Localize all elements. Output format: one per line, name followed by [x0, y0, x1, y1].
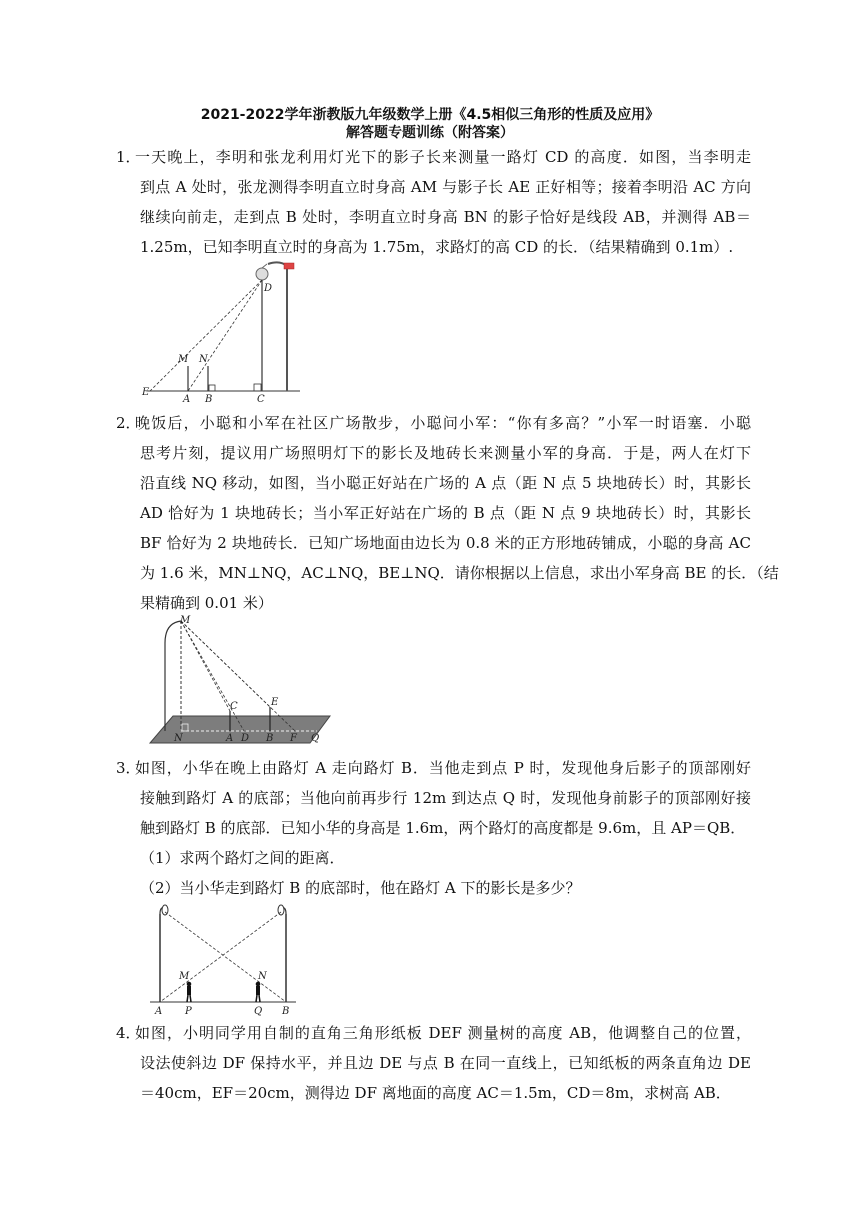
problem-text-line: BF 恰好为 2 块地砖长．已知广场地面由边长为 0.8 米的正方形地砖铺成，小聪的身高 AC [140, 534, 751, 552]
sub-question-2: （2）当小华走到路灯 B 的底部时，他在路灯 A 下的影长是多少？ [140, 879, 581, 897]
problem-text-line: 一天晚上，李明和张龙利用灯光下的影子长来测量一路灯 CD 的高度．如图，当李明走 [135, 148, 751, 166]
label-M: M [179, 971, 190, 982]
streetlight-figure-1 [140, 256, 310, 402]
document-subtitle: 解答题专题训练（附答案） [346, 125, 514, 141]
label-A: A [183, 394, 191, 402]
label-D: D [264, 283, 273, 294]
problem-text-line: 继续向前走，走到点 B 处时，李明直立时身高 BN 的影子恰好是线段 AB，并测得 AB＝ [140, 208, 751, 226]
problem-text-line: 为 1.6 米，MN⊥NQ，AC⊥NQ，BE⊥NQ．请你根据以上信息，求出小军身高 BE 的长．（结 [140, 564, 779, 582]
label-Q: Q [254, 1006, 263, 1017]
problem-text-line: 到点 A 处时，张龙测得李明直立时身高 AM 与影子长 AE 正好相等；接着李明沿 AC 方向 [140, 178, 751, 196]
two-streetlights-figure-3 [148, 900, 298, 1018]
label-E: E [142, 387, 150, 398]
label-B: B [205, 394, 213, 402]
problem-text-line: 设法使斜边 DF 保持水平，并且边 DE 与点 B 在同一直线上，已知纸板的两条直角边 DE [140, 1054, 751, 1072]
problem-text-line: AD 恰好为 1 块地砖长；当小军正好站在广场的 B 点（距 N 点 9 块地砖长）时，其影长 [140, 504, 751, 522]
plaza-figure-2 [145, 613, 335, 748]
label-A: A [226, 733, 234, 744]
problem-number: 3． [116, 759, 141, 777]
label-B: B [266, 733, 274, 744]
problem-text-line: ＝40cm，EF＝20cm，测得边 DF 离地面的高度 AC＝1.5m，CD＝8m，求树高 AB． [140, 1084, 731, 1102]
problem-text-line: 触到路灯 B 的底部．已知小华的身高是 1.6m，两个路灯的高度都是 9.6m，且 AP＝QB． [140, 819, 746, 837]
label-E: E [271, 697, 279, 708]
label-Q: Q [311, 733, 320, 744]
label-M: M [178, 354, 189, 365]
problem-text-line: 如图，小明同学用自制的直角三角形纸板 DEF 测量树的高度 AB，他调整自己的位置， [135, 1024, 751, 1042]
problem-text-line: 1.25m，已知李明直立时的身高为 1.75m，求路灯的高 CD 的长．（结果精确到 0.1m）. [140, 238, 734, 256]
person-N [256, 982, 261, 1002]
label-D: D [241, 733, 250, 744]
person-M [187, 982, 192, 1002]
label-N: N [258, 971, 267, 982]
label-N: N [199, 354, 208, 365]
document-title: 2021-2022学年浙教版九年级数学上册《4.5相似三角形的性质及应用》 [200, 107, 660, 123]
problem-text-line: 沿直线 NQ 移动，如图，当小聪正好站在广场的 A 点（距 N 点 5 块地砖长）时，其影长 [140, 474, 751, 492]
problem-text-line: 晚饭后，小聪和小军在社区广场散步，小聪问小军：“你有多高？”小军一时语塞．小聪 [135, 414, 751, 432]
problem-number: 1． [116, 148, 141, 166]
problem-text-line: 如图，小华在晚上由路灯 A 走向路灯 B．当他走到点 P 时，发现他身后影子的顶部刚好 [135, 759, 751, 777]
label-A: A [155, 1006, 163, 1017]
label-B: B [282, 1006, 290, 1017]
problem-text-line: 思考片刻，提议用广场照明灯下的影长及地砖长来测量小军的身高．于是，两人在灯下 [140, 444, 751, 462]
label-P: P [185, 1006, 192, 1017]
label-C: C [230, 701, 238, 712]
problem-text-line: 果精确到 0.01 米） [140, 594, 273, 612]
label-M: M [180, 615, 191, 626]
problem-text-line: 接触到路灯 A 的底部；当他向前再步行 12m 到达点 Q 时，发现他身前影子的顶部刚好接 [140, 789, 751, 807]
problem-number: 2． [116, 414, 141, 432]
problem-number: 4． [116, 1024, 141, 1042]
label-F: F [290, 733, 297, 744]
label-C: C [257, 394, 265, 402]
label-N: N [174, 733, 183, 744]
sub-question-1: （1）求两个路灯之间的距离． [140, 849, 345, 867]
